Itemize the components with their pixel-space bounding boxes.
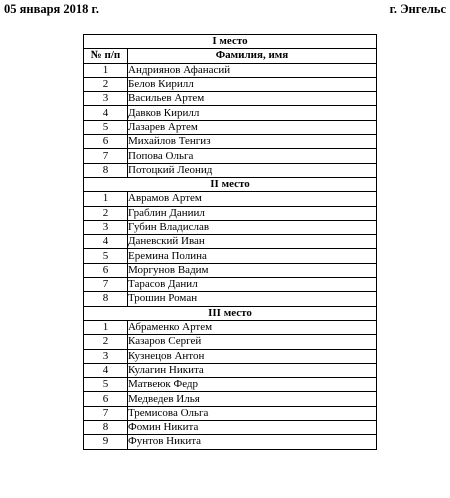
row-number: 9 <box>84 435 128 449</box>
table-row <box>84 263 377 277</box>
row-number: 4 <box>84 363 128 377</box>
row-number: 7 <box>84 149 128 163</box>
table-row <box>84 120 377 134</box>
participant-name: Давков Кирилл <box>128 106 377 120</box>
table-row <box>84 92 377 106</box>
table-row <box>84 435 377 449</box>
row-number: 6 <box>84 135 128 149</box>
participant-name: Тремисова Ольга <box>128 406 377 420</box>
participant-name: Казаров Сергей <box>128 335 377 349</box>
table-row <box>84 220 377 234</box>
table-row <box>84 235 377 249</box>
table-row <box>84 106 377 120</box>
row-number: 2 <box>84 335 128 349</box>
results-table <box>83 34 377 450</box>
row-number: 8 <box>84 292 128 306</box>
table-row <box>84 206 377 220</box>
table-row <box>84 63 377 77</box>
row-number: 4 <box>84 106 128 120</box>
place-header-row <box>84 177 377 191</box>
row-number: 3 <box>84 92 128 106</box>
row-number: 7 <box>84 278 128 292</box>
participant-name: Фомин Никита <box>128 421 377 435</box>
table-row <box>84 278 377 292</box>
row-number: 1 <box>84 63 128 77</box>
participant-name: Даневский Иван <box>128 235 377 249</box>
place-header-row <box>84 35 377 49</box>
participant-name: Кузнецов Антон <box>128 349 377 363</box>
table-row <box>84 406 377 420</box>
participant-name: Лазарев Артем <box>128 120 377 134</box>
participant-name: Потоцкий Леонид <box>128 163 377 177</box>
participant-name: Еремина Полина <box>128 249 377 263</box>
results-table-body <box>84 35 377 450</box>
row-number: 3 <box>84 220 128 234</box>
table-row <box>84 320 377 334</box>
place-title: II место <box>84 177 377 191</box>
participant-name: Медведев Илья <box>128 392 377 406</box>
table-row <box>84 135 377 149</box>
participant-name: Граблин Даниил <box>128 206 377 220</box>
document-date: 05 января 2018 г. <box>4 2 99 16</box>
table-row <box>84 363 377 377</box>
participant-name: Абраменко Артем <box>128 320 377 334</box>
column-header-row <box>84 49 377 63</box>
row-number: 6 <box>84 263 128 277</box>
participant-name: Попова Ольга <box>128 149 377 163</box>
column-header-name: Фамилия, имя <box>128 49 377 63</box>
participant-name: Моргунов Вадим <box>128 263 377 277</box>
row-number: 5 <box>84 378 128 392</box>
place-title: III место <box>84 306 377 320</box>
row-number: 4 <box>84 235 128 249</box>
participant-name: Аврамов Артем <box>128 192 377 206</box>
participant-name: Васильев Артем <box>128 92 377 106</box>
participant-name: Кулагин Никита <box>128 363 377 377</box>
place-title: I место <box>84 35 377 49</box>
participant-name: Фунтов Никита <box>128 435 377 449</box>
participant-name: Андриянов Афанасий <box>128 63 377 77</box>
table-row <box>84 392 377 406</box>
row-number: 5 <box>84 249 128 263</box>
row-number: 2 <box>84 77 128 91</box>
table-row <box>84 349 377 363</box>
row-number: 8 <box>84 421 128 435</box>
row-number: 2 <box>84 206 128 220</box>
column-header-number: № п/п <box>84 49 128 63</box>
document-city: г. Энгельс <box>389 2 446 16</box>
table-row <box>84 149 377 163</box>
row-number: 5 <box>84 120 128 134</box>
table-row <box>84 249 377 263</box>
table-row <box>84 421 377 435</box>
row-number: 7 <box>84 406 128 420</box>
participant-name: Матвеюк Федр <box>128 378 377 392</box>
table-row <box>84 378 377 392</box>
participant-name: Михайлов Тенгиз <box>128 135 377 149</box>
table-row <box>84 192 377 206</box>
participant-name: Губин Владислав <box>128 220 377 234</box>
place-header-row <box>84 306 377 320</box>
participant-name: Трошин Роман <box>128 292 377 306</box>
table-row <box>84 163 377 177</box>
table-row <box>84 292 377 306</box>
table-row <box>84 335 377 349</box>
table-row <box>84 77 377 91</box>
participant-name: Белов Кирилл <box>128 77 377 91</box>
participant-name: Тарасов Данил <box>128 278 377 292</box>
row-number: 8 <box>84 163 128 177</box>
row-number: 3 <box>84 349 128 363</box>
row-number: 6 <box>84 392 128 406</box>
row-number: 1 <box>84 320 128 334</box>
row-number: 1 <box>84 192 128 206</box>
